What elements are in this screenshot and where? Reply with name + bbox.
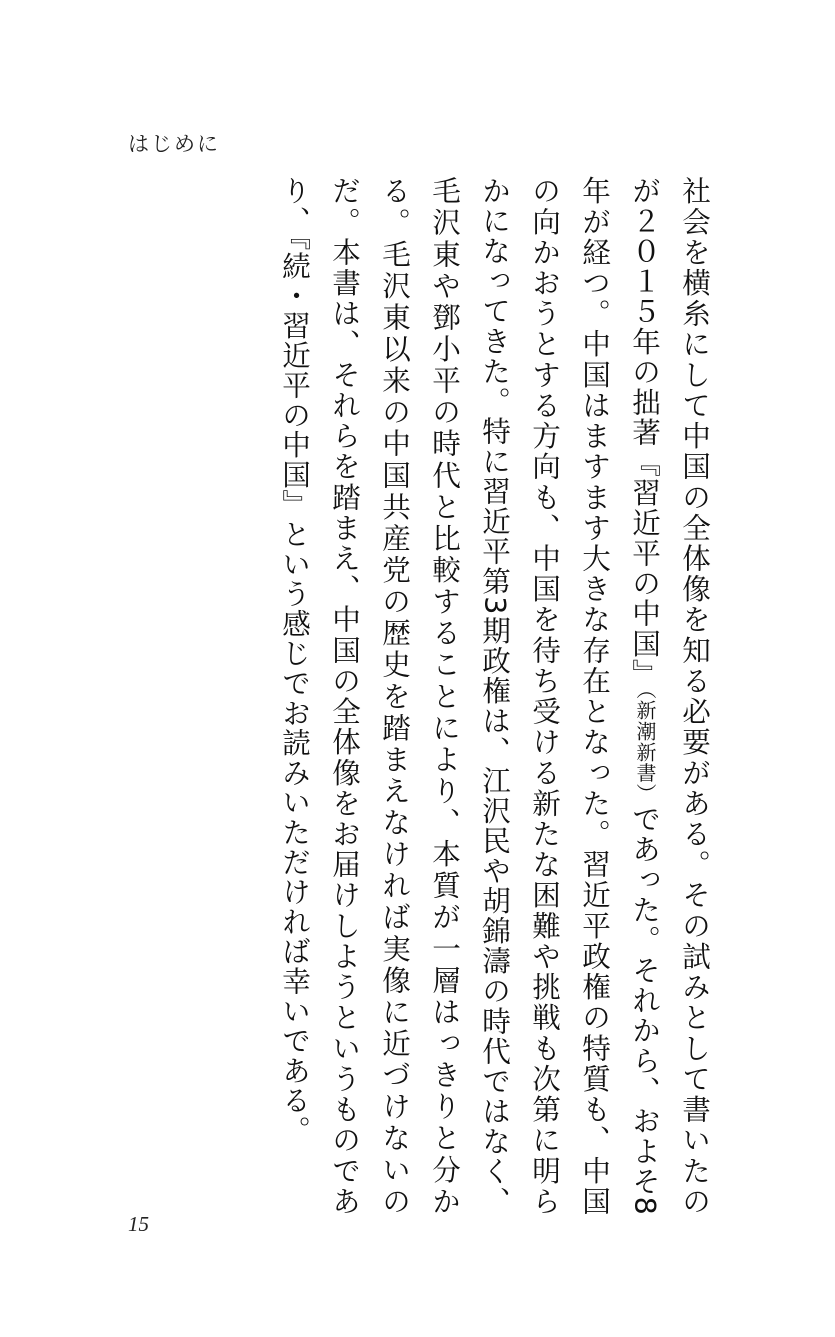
paragraph-part-2: であった。それから、およそ8年が経つ。中国はますます大きな存在となった。習近平政権の特質も、中国の向かおうとする方向も、中国を待ち受ける新たな困難や挑戦も次第に明らかになってきた。特に習近平第3期政権は、江沢民や胡錦濤の時代ではなく、毛沢東や鄧小平の時代と比較することにより、本質が一層はっきりと分かる。毛沢東以来の中国共産党の歴史を踏まえなければ実像に近づけないのだ。本書は、それらを踏まえ、中国の全体像をお届けしようというものであり、『続・習近平の中国』という感じでお読みいただければ幸いである。: [278, 176, 662, 1216]
body-text: [278, 176, 720, 1216]
page-number: 15: [128, 1212, 149, 1236]
running-head: はじめに: [128, 132, 220, 156]
publisher-note: （新潮新書）: [633, 689, 657, 805]
paragraph-part-1: 社会を横糸にして中国の全体像を知る必要がある。その試みとして書いたのが２０１５年の拙著『習近平の中国』: [628, 176, 712, 1216]
paragraph: [270, 176, 720, 1216]
